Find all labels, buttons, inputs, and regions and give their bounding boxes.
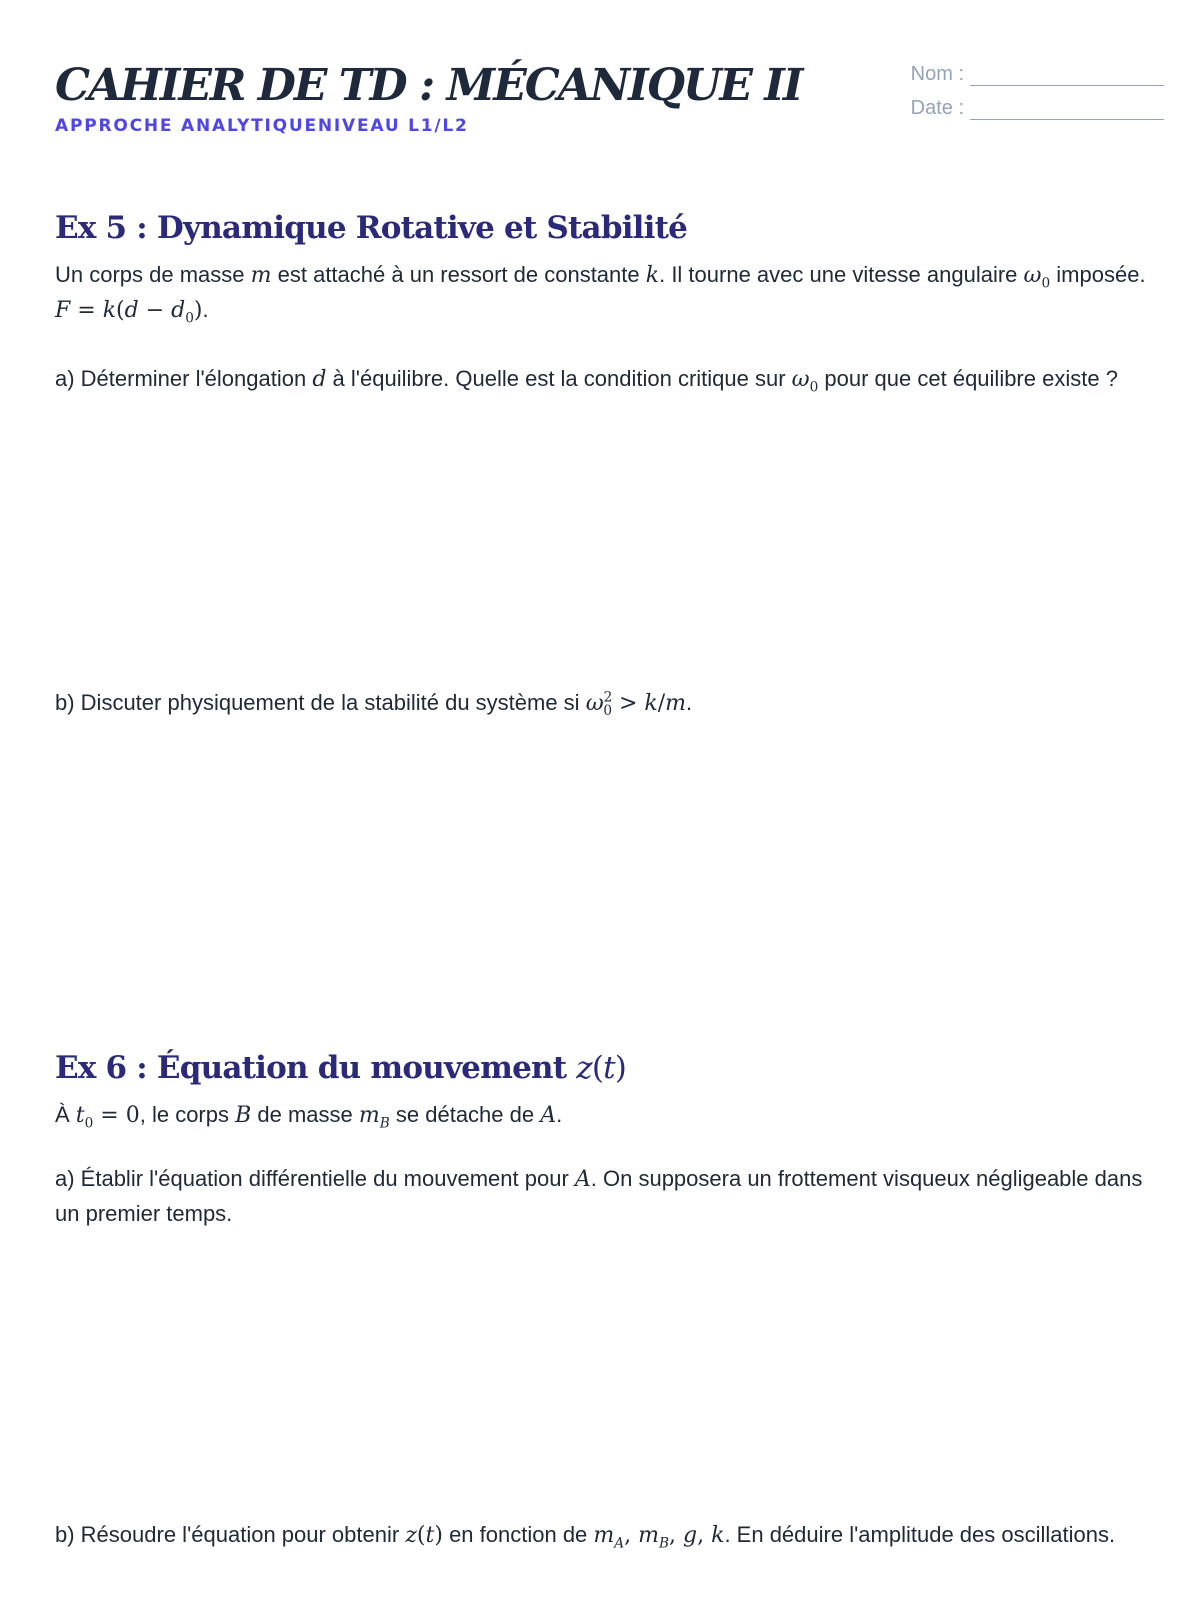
student-fields	[904, 52, 1164, 120]
date-field[interactable]	[904, 86, 1164, 120]
date-line[interactable]	[970, 97, 1164, 120]
header	[55, 58, 801, 136]
nom-line[interactable]	[970, 63, 1164, 86]
ex5-question-a: a) Déterminer l'élongation d à l'équilibre. Quelle est la condition critique sur $\omega_0$ pour que cet équilibre existe ?	[55, 366, 1118, 396]
date-label: Date :	[910, 97, 964, 119]
nom-label: Nom :	[910, 63, 964, 85]
ex5-title: Ex 5 : Dynamique Rotative et Stabilité	[55, 210, 688, 246]
ex6-title: Ex 6 : Équation du mouvement z(t)	[55, 1050, 627, 1086]
ex6-intro: À $t_0 = 0$, le corps B de masse $m_B$ se détache de A.	[55, 1102, 563, 1132]
nom-field[interactable]	[904, 52, 1164, 86]
page-subtitle: APPROCHE ANALYTIQUENIVEAU L1/L2	[55, 116, 469, 136]
ex5-intro: Un corps de masse m est attaché à un ressort de constante k. Il tourne avec une vitesse angulaire $\omega_0$ imposée. $F = k(d - d_0)$.	[55, 262, 1146, 327]
ex6-question-a: a) Établir l'équation différentielle du mouvement pour A. On supposera un frottement visqueux négligeable dans un premier temps.	[55, 1166, 1143, 1226]
ex5-question-b: b) Discuter physiquement de la stabilité du système si $\omega^2_0 > k/m$.	[55, 689, 693, 720]
page-title: CAHIER DE TD : MÉCANIQUE II	[55, 60, 802, 111]
ex6-question-b: b) Résoudre l'équation pour obtenir z(t) en fonction de $m_A$, $m_B$, g, k. En déduire l'amplitude des oscillations.	[55, 1522, 1116, 1552]
